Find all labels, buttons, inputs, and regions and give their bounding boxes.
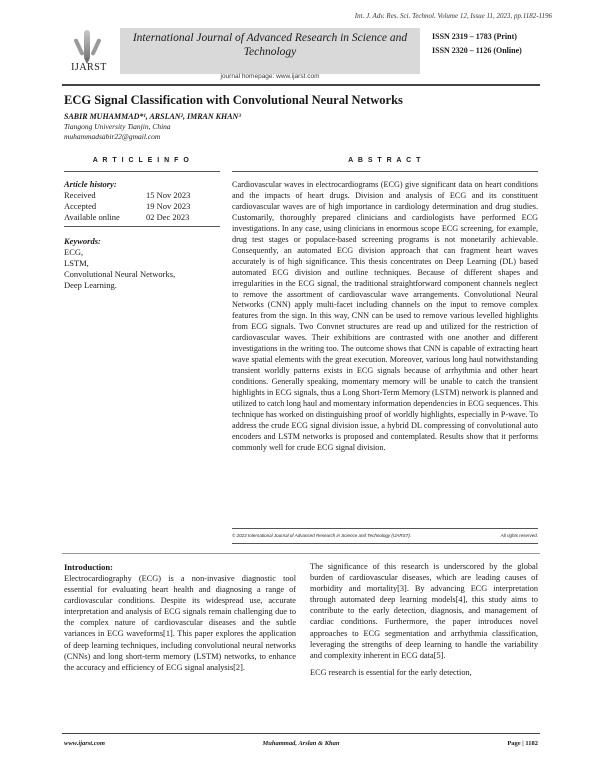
footer-rule [62, 733, 540, 734]
abstract-divider [232, 171, 538, 172]
paper-title: ECG Signal Classification with Convolutional Neural Networks [64, 93, 403, 107]
article-info-divider [64, 171, 220, 172]
copyright-rule-top [232, 528, 538, 529]
abstract-heading: A B S T R A C T [348, 157, 422, 164]
keyword: Convolutional Neural Networks, [64, 269, 176, 279]
journal-title: International Journal of Advanced Research in Science and Technology [120, 28, 420, 74]
article-history-table [64, 190, 190, 223]
history-date: 15 Nov 2023 [146, 190, 191, 200]
keyword: Deep Learning. [64, 280, 117, 290]
history-label: Accepted [64, 201, 97, 211]
keywords-list [64, 247, 175, 291]
journal-homepage[interactable]: journal homepage: www.ijarst.com [220, 73, 320, 80]
issn-block [432, 30, 522, 58]
affiliation: Tiangong University Tianjin, China [64, 122, 171, 131]
pen-icon-left [73, 38, 84, 56]
history-label: Received [64, 190, 96, 200]
logo-text: IJARST [71, 62, 107, 73]
abstract-text: Cardiovascular waves in electrocardiograms (ECG) give significant data on heart conditions and the impacts of heart drugs. Division and analysis of ECG and its constituent cardiovascular waves are of high importance in cardiology determination and drug studies. Customarily, thoroughly prepared clinicians and cardiologists have performed ECG investigations. In any case, using clinicians in enormous scope ECG screening, for example, drug test stages or populace-based screening programs is not monetarily achievable. Consequently, an automated ECG division approach that can fragment heart waves accurately is of high significance. This thesis concentrates on Deep Learning (DL) based automated ECG division and outline techniques. Because of different shapes and irregularities in the ECG signal, the traditional straightforward component channels neglect to remove the assortment of cardiovascular wave arrangements. Convolutional Neural Networks (CNN) apply multi-facet including channels on the input to remove complex features from the sign. In this way, CNN can be used to remove various levelled highlights from ECG signals. Two Convnet structures are read up and utilized for the restriction of cardiovascular waves. Their exhibitions are contrasted with one another and different investigations in the writing too. The outcome shows that CNN is capable of extracting heart wave spatial elements with the great execution. Moreover, various long haul notwithstanding transient worldly patterns exists in ECG signals because of arrhythmia and other heart conditions. Generally speaking, momentary memory will be unable to catch the transient highlights in ECG signals, thus a Long Short-Term Memory (LSTM) network is planned and utilized to catch long haul and momentary information dependencies in ECG sequences. This technique has worked on distinguishing proof of worldly highlights, especially in P-wave. To address the crude ECG signal division issue, a hybrid DL compressing of convolutional auto encoders and LSTM networks is proposed and contemplated. Results show that it performs commonly well for crude ECG signal division. [232, 180, 538, 452]
issn-print: ISSN 2319 – 1783 (Print) [432, 32, 517, 41]
author-email[interactable]: muhammadsabir22@gmail.com [64, 132, 161, 141]
introduction-left-column: Electrocardiography (ECG) is a non-invasive diagnostic tool essential for evaluating heart health and diagnosing a range of cardiovascular conditions. Despite its widespread use, accurate interpretation and analysis of ECG signals remain challenging due to the complex nature of cardiovascular diseases and the subtle variances in ECG waveforms[1]. This paper explores the application of deep learning techniques, including convolutional neural networks (CNNs) and long short-term memory (LSTM) networks, to enhance the accuracy and efficiency of ECG signal analysis[2]. [64, 574, 296, 672]
copyright-rule-bottom [232, 543, 538, 544]
history-date: 19 Nov 2023 [146, 201, 191, 211]
history-label: Available online [64, 212, 120, 222]
footer-authors: Muhammad, Arslan & Khan [262, 740, 340, 747]
keywords-title: Keywords: [64, 236, 101, 246]
history-date: 02 Dec 2023 [146, 212, 190, 222]
journal-logo [62, 28, 116, 76]
section-separator [62, 553, 540, 554]
article-history-title: Article history: [64, 179, 117, 189]
article-history-divider [64, 226, 220, 227]
history-row [64, 212, 190, 223]
header-rule [62, 84, 540, 86]
page-number: Page | 1182 [507, 740, 538, 747]
journal-reference: Int. J. Adv. Res. Sci. Technol. Volume 12, Issue 11, 2023, pp.1182-1196 [354, 12, 552, 20]
article-info-heading: A R T I C L E I N F O [92, 157, 191, 164]
footer-website[interactable]: www.ijarst.com [64, 740, 105, 747]
copyright-text: © 2023 International Journal of Advanced Research in Science and Technology (IJARST). [232, 533, 412, 538]
paragraph: The significance of this research is underscored by the global burden of cardiovascular diseases, which are leading causes of morbidity and mortality[3]. By advancing ECG interpretation through automated deep learning models[4], this study aims to contribute to the early detection, diagnosis, and management of cardiac conditions. Furthermore, the paper introduces novel approaches to ECG segmentation and arrhythmia classification, leveraging the strengths of deep learning to handle the variability and complexity inherent in ECG data[5]. [310, 562, 538, 660]
pen-icon-right [90, 38, 101, 56]
keyword: ECG, [64, 247, 84, 257]
copyright-notice [232, 533, 538, 538]
history-row [64, 201, 190, 212]
keyword: LSTM, [64, 258, 89, 268]
paragraph: ECG research is essential for the early detection, [310, 667, 472, 677]
affiliation-block [64, 122, 171, 142]
issn-online: ISSN 2320 – 1126 (Online) [432, 46, 522, 55]
history-row [64, 190, 190, 201]
introduction-right-column [310, 561, 538, 684]
pen-icon [84, 30, 90, 58]
authors: SABIR MUHAMMAD*¹, ARSLAN², IMRAN KHAN³ [64, 112, 241, 121]
rights-reserved: All rights reserved. [500, 533, 538, 538]
introduction-heading: Introduction: [64, 562, 113, 572]
